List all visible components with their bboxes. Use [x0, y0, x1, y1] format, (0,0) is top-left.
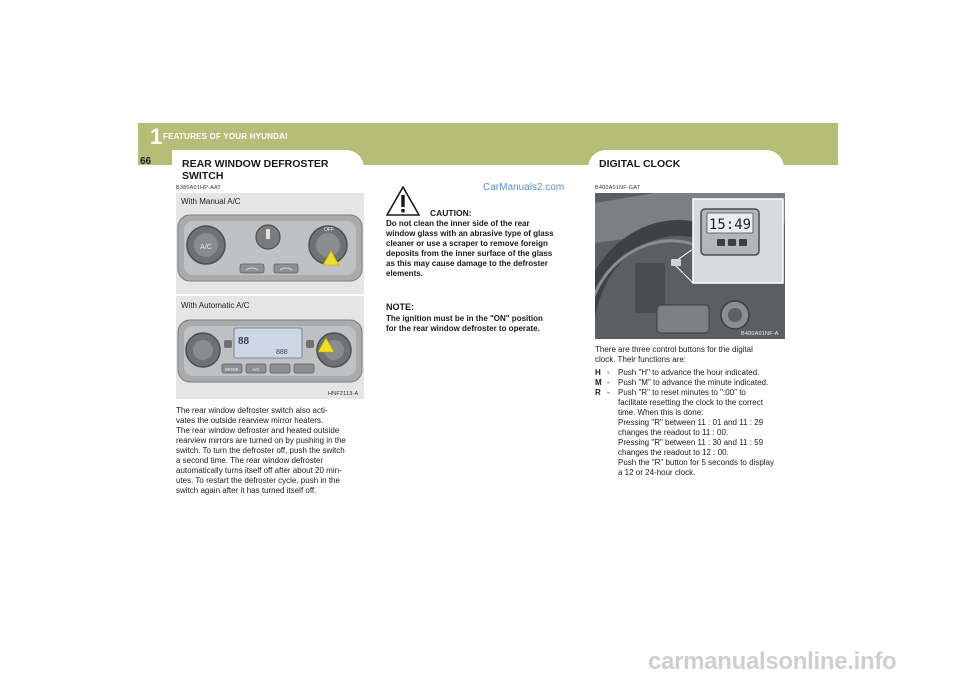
warning-icon: [386, 186, 420, 216]
manual-ac-panel-figure: [176, 193, 364, 294]
clock-button-list: [595, 368, 785, 478]
defroster-description: The rear window defroster switch also acti- vates the outside rearview mirror heaters. The rear window defroster and heated outside rearview mirrors are turned on by pushing in the switch. To turn the defroster off, push the switch a second time. The rear window defroster automatically turns itself off after about 20 min- utes. To restart the defroster cycle, push in the switch again after it has turned itself off.: [176, 406, 346, 495]
caution-title: CAUTION:: [430, 208, 472, 218]
auto-display-temp: 88: [238, 336, 250, 347]
auto-mode-button-label: MODE: [225, 367, 239, 372]
section-code-defroster: B380A01HP-AAT: [176, 185, 221, 191]
auto-ac-button-label: A/C: [252, 367, 260, 372]
watermark-link[interactable]: CarManuals2.com: [483, 182, 565, 193]
list-item: M - Push "M" to advance the minute indicated.: [595, 378, 769, 387]
section-title-defroster: REAR WINDOW DEFROSTER SWITCH: [182, 158, 329, 182]
clock-figure: [595, 193, 785, 339]
page-number: 66: [140, 156, 152, 167]
image-code-clock: B400A01NF-A: [741, 331, 779, 337]
chapter-title: FEATURES OF YOUR HYUNDAI: [163, 132, 288, 141]
auto-ac-panel-figure: [176, 296, 364, 399]
chapter-number: 1: [150, 124, 163, 149]
caution-text: Do not clean the inner side of the rear window glass with an abrasive type of glass cleaner or use a scraper to remove foreign deposits from the inner surface of the glass as this may cause damage to the defroster elements.: [386, 219, 554, 278]
footer-watermark: carmanualsonline.info: [648, 648, 897, 675]
manual-ac-label: A/C: [200, 244, 212, 251]
note-text: The ignition must be in the "ON" position for the rear window defroster to operate.: [386, 314, 543, 333]
list-item: R - Push "R" to reset minutes to ":00" to facilitate resetting the clock to the correct time. When this is done: Pressing "R" between 11 : 01 and 11 : 29 changes the readout to 11 : 00. Pressing "R" between 11 : 30 and 11 : 59 changes the readout to 12 : 00. Push the "R" button for 5 seconds to display a 12 or 24-hour clock.: [595, 388, 774, 477]
manual-ac-panel-illustration: [176, 193, 364, 294]
clock-readout: 15:49: [708, 217, 752, 233]
note-title: NOTE:: [386, 302, 414, 312]
list-item: H - Push "H" to advance the hour indicated.: [595, 368, 760, 377]
clock-illustration: [595, 193, 785, 339]
auto-display-fan: 888: [276, 349, 288, 356]
auto-ac-panel-illustration: [176, 296, 364, 399]
panel-label-manual: With Manual A/C: [181, 197, 241, 206]
manual-off-label: OFF: [324, 227, 334, 233]
panel-label-auto: With Automatic A/C: [181, 301, 250, 310]
image-code-defroster: HNF2113-A: [328, 391, 359, 397]
section-code-clock: B400A01NF-GAT: [595, 185, 641, 191]
clock-intro: There are three control buttons for the digital clock. Their functions are:: [595, 345, 753, 364]
section-title-clock: DIGITAL CLOCK: [599, 158, 681, 170]
